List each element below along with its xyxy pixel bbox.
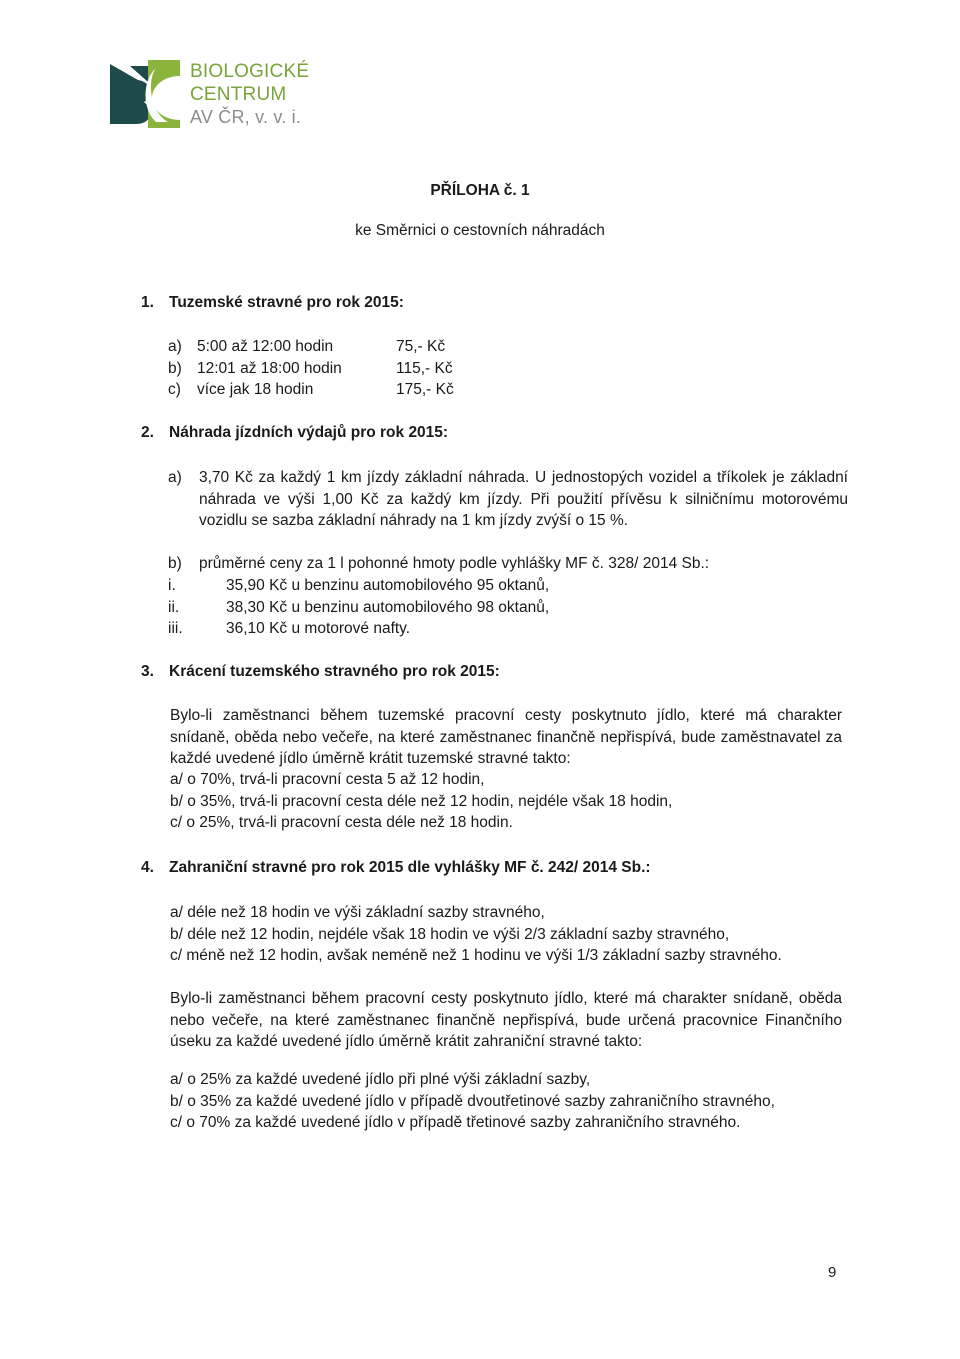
fuel-price-list bbox=[168, 575, 768, 640]
section-2-item-a bbox=[168, 467, 848, 532]
list-item: b/ déle než 12 hodin, nejdéle však 18 hodin ve výši 2/3 základní sazby stravného, bbox=[170, 925, 730, 943]
rate-desc: 5:00 až 12:00 hodin bbox=[197, 338, 334, 355]
list-item bbox=[168, 618, 768, 640]
document-subtitle: ke Směrnici o cestovních náhradách bbox=[355, 222, 605, 239]
logo-mark-icon bbox=[108, 58, 182, 130]
section-number: 4. bbox=[141, 859, 154, 876]
item-text: 3,70 Kč za každý 1 km jízdy základní náhrada. U jednostopých vozidel a tříkolek je základní náhrada ve výši 1,00 Kč za každý km jízdy. Při použití přívěsu k silničnímu motorovému vozidlu se sazba základní náhrady na 1 km jízdy zvýší o 15 %. bbox=[199, 469, 848, 529]
item-label: i. bbox=[168, 577, 176, 594]
list-item: a/ o 25% za každé uvedené jídlo při plné výši základní sazby, bbox=[170, 1071, 591, 1088]
organization-logo bbox=[108, 58, 328, 138]
section-2-item-b bbox=[168, 553, 848, 575]
item-text: průměrné ceny za 1 l pohonné hmoty podle vyhlášky MF č. 328/ 2014 Sb.: bbox=[199, 555, 710, 572]
rate-row bbox=[168, 358, 488, 380]
list-item: c/ o 70% za každé uvedené jídlo v případě třetinové sazby zahraničního stravného. bbox=[170, 1114, 741, 1131]
item-text: 36,10 Kč u motorové nafty. bbox=[226, 620, 411, 637]
section-3-intro: Bylo-li zaměstnanci během tuzemské pracovní cesty poskytnuto jídlo, které má charakter snídaně, oběda nebo večeře, na které zaměstnanec finančně nepřispívá, bude zaměstnavatel za každé uvedené jídlo úměrně krátit tuzemské stravné takto: bbox=[170, 707, 842, 767]
rate-desc: více jak 18 hodin bbox=[197, 381, 314, 398]
section-title: Náhrada jízdních výdajů pro rok 2015: bbox=[169, 424, 449, 441]
page-number: 9 bbox=[828, 1264, 837, 1281]
section-4-list-2 bbox=[170, 1069, 850, 1134]
rate-amount: 75,- Kč bbox=[396, 338, 446, 355]
list-item: c/ méně než 12 hodin, avšak neméně než 1 hodinu ve výši 1/3 základní sazby stravného. bbox=[170, 947, 782, 964]
item-text: 38,30 Kč u benzinu automobilového 98 oktanů, bbox=[226, 598, 550, 616]
list-item: b/ o 35% za každé uvedené jídlo v případě dvoutřetinové sazby zahraničního stravného, bbox=[170, 1092, 775, 1110]
list-item: c/ o 25%, trvá-li pracovní cesta déle než 18 hodin. bbox=[170, 814, 513, 831]
logo-line-2: CENTRUM bbox=[190, 84, 287, 105]
section-title: Zahraniční stravné pro rok 2015 dle vyhlášky MF č. 242/ 2014 Sb.: bbox=[169, 859, 651, 876]
rate-label: a) bbox=[168, 338, 182, 355]
list-item bbox=[168, 597, 768, 619]
section-4-paragraph: Bylo-li zaměstnanci během pracovní cesty poskytnuto jídlo, které má charakter snídaně, oběda nebo večeře, na které zaměstnanec finančně nepřispívá, bude určená pracovnice Finančního úseku za každé uvedené jídlo úměrně krátit zahraniční stravné takto: bbox=[170, 990, 842, 1050]
section-4-list-1 bbox=[170, 902, 850, 967]
rate-label: b) bbox=[168, 359, 182, 377]
section-1-rates bbox=[168, 336, 488, 401]
list-item bbox=[168, 575, 768, 597]
rate-amount: 115,- Kč bbox=[396, 359, 453, 377]
logo-text bbox=[190, 60, 309, 129]
item-text: 35,90 Kč u benzinu automobilového 95 oktanů, bbox=[226, 577, 550, 594]
rate-amount: 175,- Kč bbox=[396, 381, 454, 398]
document-title: PŘÍLOHA č. 1 bbox=[430, 182, 530, 199]
rate-row bbox=[168, 379, 488, 401]
item-label: iii. bbox=[168, 620, 183, 637]
rate-desc: 12:01 až 18:00 hodin bbox=[197, 359, 342, 377]
list-item: a/ o 70%, trvá-li pracovní cesta 5 až 12 hodin, bbox=[170, 771, 485, 788]
rate-label: c) bbox=[168, 381, 181, 398]
item-label: a) bbox=[168, 469, 182, 486]
section-number: 2. bbox=[141, 424, 154, 441]
rate-row bbox=[168, 336, 488, 358]
item-label: ii. bbox=[168, 598, 180, 616]
list-item: b/ o 35%, trvá-li pracovní cesta déle než 12 hodin, nejdéle však 18 hodin, bbox=[170, 792, 673, 810]
list-item: a/ déle než 18 hodin ve výši základní sazby stravného, bbox=[170, 904, 545, 921]
item-label: b) bbox=[168, 555, 182, 572]
section-title: Krácení tuzemského stravného pro rok 2015: bbox=[169, 663, 500, 680]
section-number: 3. bbox=[141, 663, 154, 680]
logo-line-3: AV ČR, v. v. i. bbox=[190, 107, 302, 127]
section-number: 1. bbox=[141, 294, 154, 311]
section-title: Tuzemské stravné pro rok 2015: bbox=[169, 294, 404, 311]
logo-line-1: BIOLOGICKÉ bbox=[190, 61, 310, 82]
section-3-list bbox=[170, 769, 850, 834]
